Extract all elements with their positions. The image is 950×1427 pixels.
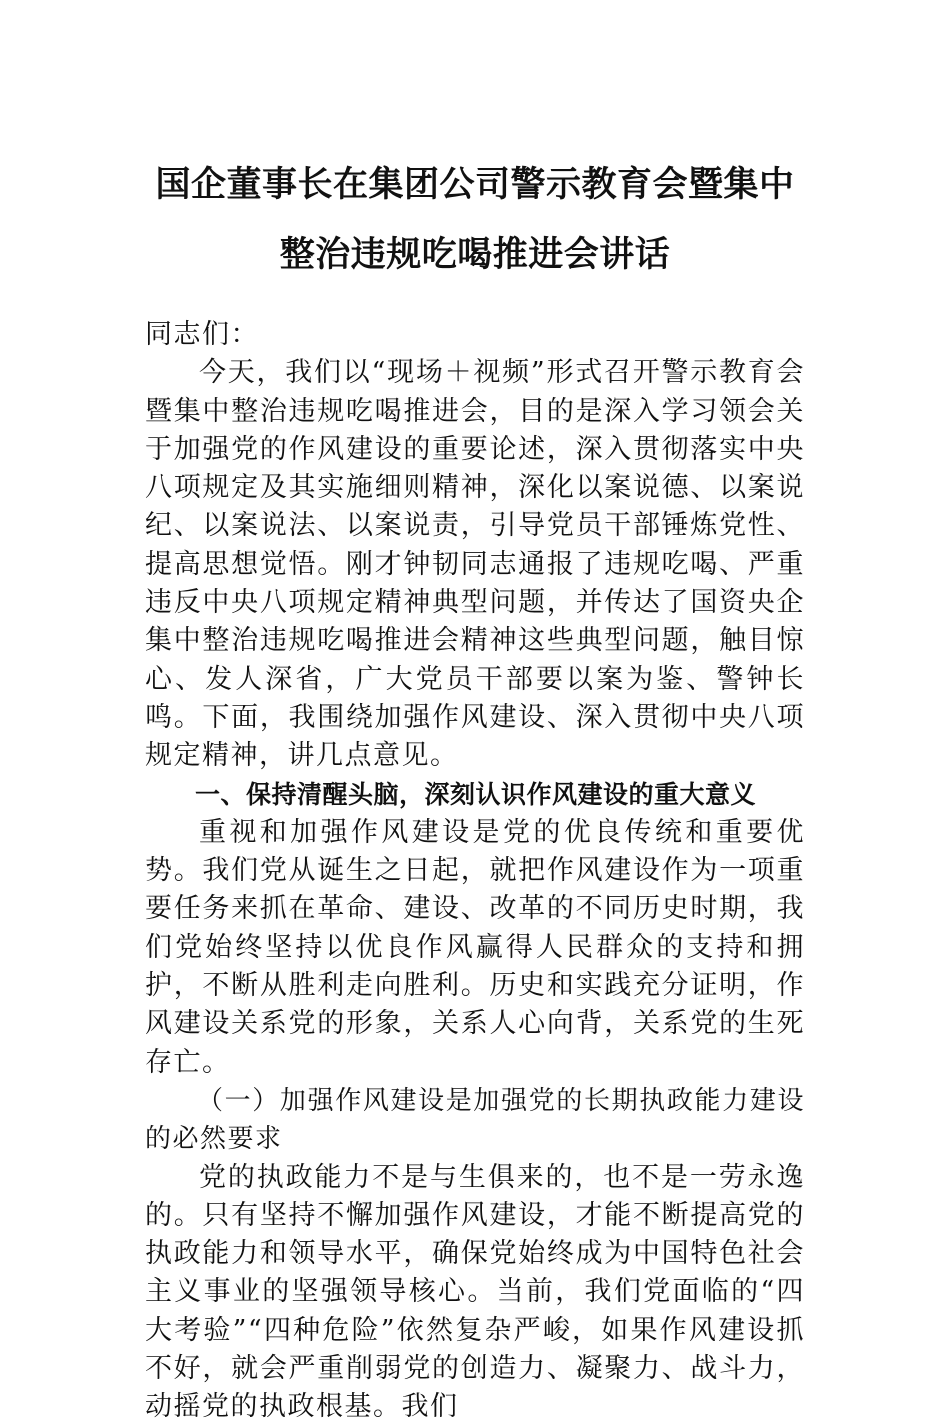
salutation: 同志们：	[145, 319, 259, 350]
subsection-1-heading: （一）加强作风建设是加强党的长期执政能力建设的必然要求	[145, 1085, 805, 1155]
section-1-heading: 一、保持清醒头脑，深刻认识作风建设的重大意义	[195, 779, 757, 809]
intro-paragraph: 今天，我们以“现场＋视频”形式召开警示教育会暨集中整治违规吃喝推进会，目的是深入学习领会关于加强党的作风建设的重要论述，深入贯彻落实中央八项规定及其实施细则精神，深化以案说德、以案说纪、以案说法、以案说责，引导党员干部锤炼党性、提高思想觉悟。刚才钟韧同志通报了违规吃喝、严重违反中央八项规定精神典型问题，并传达了国资央企集中整治违规吃喝推进会精神这些典型问题，触目惊心、发人深省，广大党员干部要以案为鉴、警钟长鸣。下面，我围绕加强作风建设、深入贯彻中央八项规定精神，讲几点意见。	[145, 357, 805, 772]
subsection-1-paragraph: 党的执政能力不是与生俱来的，也不是一劳永逸的。只有坚持不懈加强作风建设，才能不断提高党的执政能力和领导水平，确保党始终成为中国特色社会主义事业的坚强领导核心。当前，我们党面临的“四大考验”“四种危险”依然复杂严峻，如果作风建设抓不好，就会严重削弱党的创造力、凝聚力、战斗力，动摇党的执政根基。我们	[145, 1161, 805, 1423]
document-title	[145, 150, 805, 290]
title-line-2: 整治违规吃喝推进会讲话	[279, 235, 671, 275]
title-line-1: 国企董事长在集团公司警示教育会暨集中	[155, 165, 795, 205]
document-page	[145, 150, 805, 1427]
section-1-paragraph: 重视和加强作风建设是党的优良传统和重要优势。我们党从诞生之日起，就把作风建设作为一项重要任务来抓在革命、建设、改革的不同历史时期，我们党始终坚持以优良作风赢得人民群众的支持和拥护，不断从胜利走向胜利。历史和实践充分证明，作风建设关系党的形象，关系人心向背，关系党的生死存亡。	[145, 816, 805, 1078]
